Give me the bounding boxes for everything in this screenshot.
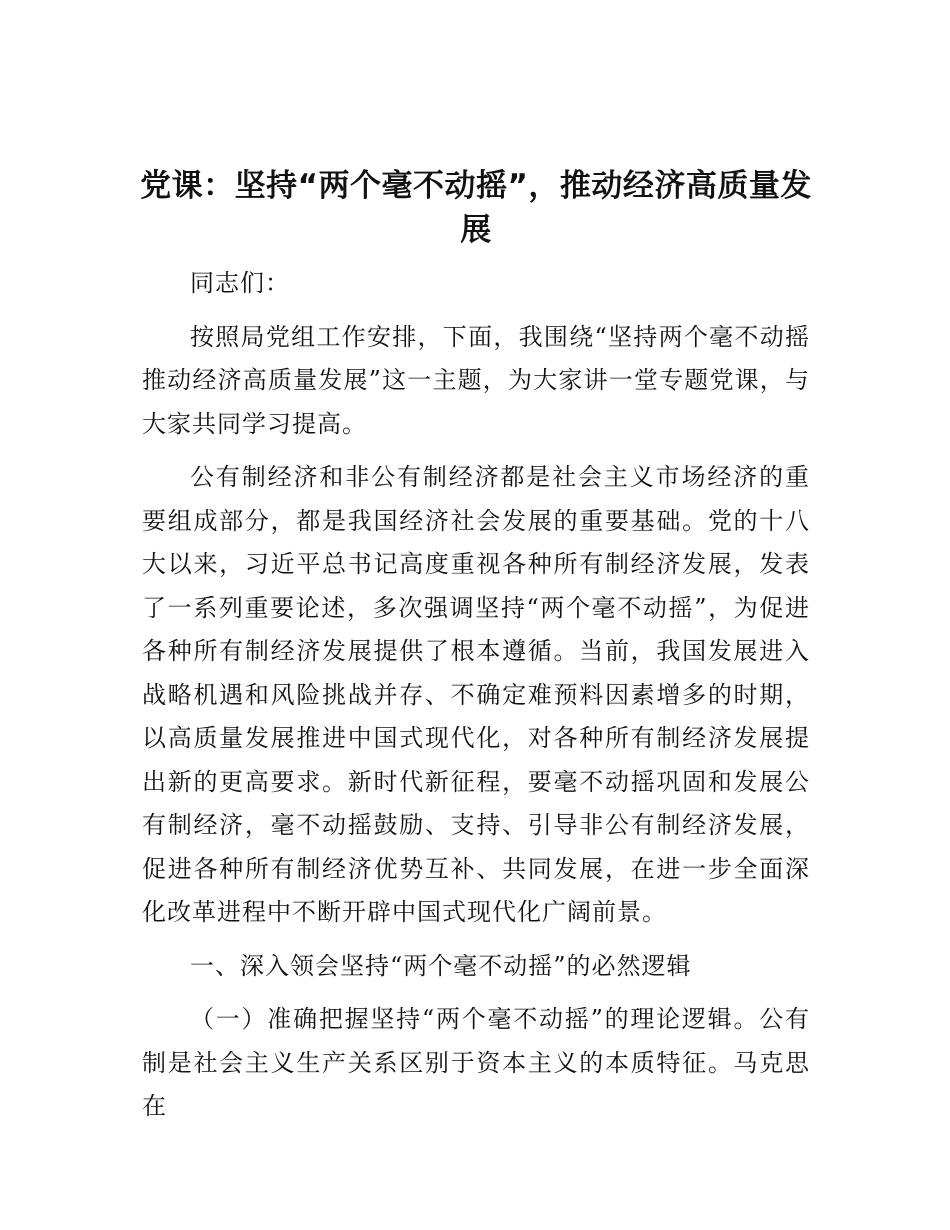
salutation: 同志们：	[190, 269, 290, 297]
document-page	[142, 164, 810, 1139]
paragraph-background: 公有制经济和非公有制经济都是社会主义市场经济的重要组成部分，都是我国经济社会发展的重要基础。党的十八大以来，习近平总书记高度重视各种所有制经济发展，发表了一系列重要论述，多次强调坚持“两个毫不动摇”，为促进各种所有制经济发展提供了根本遵循。当前，我国发展进入战略机遇和风险挑战并存、不确定难预料因素增多的时期，以高质量发展推进中国式现代化，对各种所有制经济发展提出新的更高要求。新时代新征程，要毫不动摇巩固和发展公有制经济，毫不动摇鼓励、支持、引导非公有制经济发展，促进各种所有制经济优势互补、共同发展，在进一步全面深化改革进程中不断开辟中国式现代化广阔前景。	[142, 463, 810, 926]
document-title: 党课：坚持“两个毫不动摇”，推动经济高质量发展	[140, 168, 812, 248]
paragraph-intro: 按照局党组工作安排，下面，我围绕“坚持两个毫不动摇推动经济高质量发展”这一主题，为大家讲一堂专题党课，与大家共同学习提高。	[142, 322, 810, 438]
section-heading: 一、深入领会坚持“两个毫不动摇”的必然逻辑	[190, 951, 692, 980]
subsection-paragraph: （一）准确把握坚持“两个毫不动摇”的理论逻辑。公有制是社会主义生产关系区别于资本主义的本质特征。马克思在	[142, 1005, 810, 1120]
